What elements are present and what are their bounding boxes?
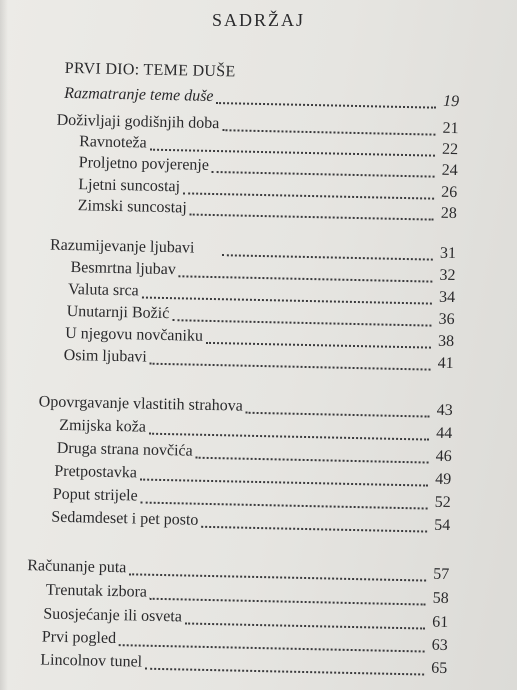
toc-entry-title: Zimski suncostaj (77, 197, 187, 217)
toc-entry-page: 46 (435, 447, 452, 466)
dot-leader (150, 149, 435, 157)
toc-entry-title: Unutarnji Božić (66, 302, 170, 323)
toc-entry-title: Osim ljubavi (63, 346, 148, 366)
toc-entry-title: Poput strijele (52, 485, 138, 505)
toc-entry-title: Ravnoteža (79, 133, 147, 152)
toc-entry-page: 31 (439, 244, 457, 263)
toc-entry-title: Pretpostavka (54, 462, 138, 482)
dot-leader (196, 457, 429, 464)
toc-entry-page: 65 (431, 659, 448, 677)
toc-entry-title: Prvi pogled (41, 628, 117, 648)
dot-leader (190, 213, 434, 220)
dot-leader (142, 297, 432, 305)
toc-entry-title: Valuta srca (67, 280, 139, 300)
dot-leader (119, 644, 425, 652)
toc-entry-title: Lincolnov tunel (40, 651, 143, 671)
toc-entry-title: U njegovu novčaniku (65, 324, 204, 345)
toc-entry-page: 21 (442, 119, 459, 138)
toc-entry-title: Doživljaji godišnjih doba (56, 111, 220, 133)
toc-entry-title: Suosjećanje ili osveta (43, 605, 183, 626)
toc-entry-page: 26 (441, 183, 458, 202)
dot-leader (222, 129, 435, 135)
toc-entry-page: 32 (439, 266, 456, 285)
toc-entry-page: 19 (442, 92, 460, 111)
dot-leader (145, 668, 424, 676)
toc-entry-page: 38 (437, 332, 455, 351)
toc-entry-title: Računanje puta (27, 557, 127, 577)
dot-leader (150, 363, 431, 371)
dot-leader (185, 622, 425, 629)
toc-entry-title: Ljetni suncostaj (78, 176, 181, 196)
toc-entry-page: 34 (438, 288, 456, 307)
toc-entry-page: 28 (440, 204, 457, 223)
dot-leader (246, 412, 430, 418)
toc-entry-page: 36 (438, 310, 455, 329)
toc-entry-page: 58 (432, 589, 449, 608)
dot-leader (206, 342, 431, 349)
toc-entry-title: Zmijska koža (59, 416, 147, 436)
toc-entry-title: Druga strana novčića (56, 439, 193, 460)
part-heading: PRVI DIO: TEME DUŠE (64, 59, 236, 81)
dot-leader (183, 192, 434, 199)
toc-entry-page: 63 (431, 636, 448, 654)
toc-entry-title: Opovrgavanje vlastitih strahova (38, 393, 244, 415)
toc-entry-title: Razmatranje teme duše (64, 84, 214, 105)
dot-leader (150, 598, 426, 606)
toc-entry-page: 54 (434, 516, 451, 535)
dot-leader (172, 319, 431, 326)
toc-entry (64, 85, 459, 115)
toc-entry-title: Besmrtna ljubav (70, 259, 177, 279)
toc-entry-title: Sedamdeset i pet posto (51, 508, 199, 529)
dot-leader (179, 275, 433, 282)
dot-leader (216, 102, 436, 109)
toc-entry-page: 44 (436, 424, 453, 443)
toc-entry-page: 61 (432, 613, 449, 632)
toc-entry-page: 52 (434, 493, 451, 512)
toc-entry-page: 57 (433, 565, 450, 584)
dot-leader (140, 479, 428, 487)
dot-leader (201, 526, 427, 533)
toc-entry-title: Razumijevanje ljubavi (49, 236, 195, 257)
dot-leader (141, 502, 428, 510)
toc-entry-page: 43 (436, 401, 453, 420)
dot-leader (212, 171, 435, 178)
dot-leader (129, 573, 426, 581)
dot-leader (222, 254, 433, 260)
toc-entry-page: 49 (435, 470, 452, 489)
page-title: SADRŽAJ (211, 10, 305, 30)
dot-leader (149, 433, 429, 441)
toc-entry-page: 24 (441, 161, 458, 180)
toc-entry-title: Trenutak izbora (45, 581, 148, 601)
toc-entry-title: Proljetno povjerenje (78, 154, 210, 174)
toc-entry-page: 41 (437, 354, 454, 373)
toc-entry-page: 22 (441, 140, 459, 159)
